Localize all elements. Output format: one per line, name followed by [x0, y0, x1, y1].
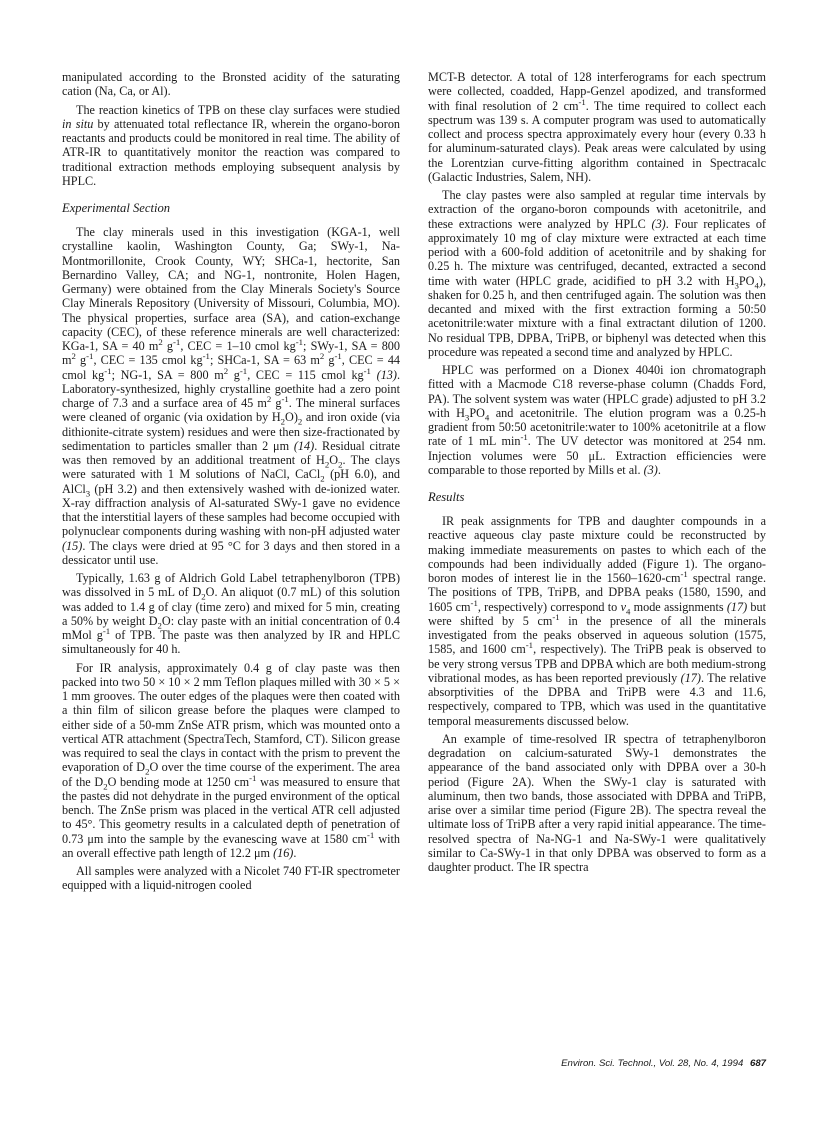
paragraph: IR peak assignments for TPB and daughter compounds in a reactive aqueous clay paste mixture could be reconstructed by making immediate measurements on pastes to which each of the compounds had been individually added (Figure 1). The organo-boron modes of interest lie in the $1560-1620-cm^{-1}$ spectral range. The positions of TPB, TriPB, and DPBA peaks (1580, 1590, and 1605 $cm^{-1}$, respectively) correspond to $v_4$ mode assignments (17) but were shifted by 5 $cm^{-1}$ in the presence of all the minerals investigated from the peaks observed in aqueous solution (1575, 1585, and 1600 $cm^{-1}$, respectively). The TriPB peak is observed to be very strong versus TPB and DPBA which are both medium-strong vibrational modes, as has been reported previously (17). The relative absorptivities of the DPBA and TriPB were 4.3 and 11.6, respectively, compared to TPB, which was used in the quantitative temporal measurements discussed below. [428, 514, 766, 728]
journal-citation: Environ. Sci. Technol., Vol. 28, No. 4, 1994 [561, 1058, 744, 1069]
paragraph: The clay pastes were also sampled at regular time intervals by extraction of the organo-boron compounds with acetonitrile, and these extractions were analyzed by HPLC (3). Four replicates of approximately 10 mg of clay mixture were extracted at each time period with a 600-fold addition of acetonitrile and by shaking for 0.25 h. The mixture was centrifuged, decanted, extracted a second time with water (HPLC grade, acidified to pH 3.2 with $H_3PO_4$), shaken for 0.25 h, and then centrifuged again. The solution was then decanted and mixed with the first extraction forming a 50:50 acetonitrile:water mixture with a final extractant dilution of 1200. No residual TPB, DPBA, TriPB, or biphenyl was detected when this procedure was repeated a second time and analyzed by HPLC. [428, 188, 766, 359]
section-heading-experimental: Experimental Section [62, 201, 171, 215]
paragraph: HPLC was performed on a Dionex 4040i ion chromatograph fitted with a Macmode C18 reverse-phase column (Chadds Ford, PA). The solvent system was water (HPLC grade) adjusted to pH 3.2 with $H_3PO_4$ and acetonitrile. The elution program was a 0.25-h gradient from 50:50 acetonitrile:water to 100% acetonitrile at a flow rate of 1 mL $\min^{-1}$. The UV detector was monitored at 254 nm. Injection volumes were 50 μL. Extraction efficiencies were comparable to those reported by Mills et al. (3). [428, 363, 767, 477]
paragraph: The clay minerals used in this investigation (KGA-1, well crystalline kaolin, Washington County, Ga; SWy-1, Na-Montmorillonite, Crook County, WY; SHCa-1, hectorite, San Bernardino Valley, CA; and NG-1, nontronite, Holen Hagen, Germany) were obtained from the Clay Minerals Society's Source Clay Minerals Repository (University of Missouri, Columbia, MO). The physical properties, surface area (SA), and cation-exchange capacity (CEC), of these reference minerals are well characterized: KGa-1, SA = 40 $m^2$ $g^{-1}$, CEC = 1–10 cmol $kg^{-1}$; SWy-1, SA = 800 $m^2$ $g^{-1}$, CEC = 135 cmol $kg^{-1}$; SHCa-1, SA = 63 $m^2$ $g^{-1}$, CEC = 44 cmol $kg^{-1}$; NG-1, SA = 800 $m^2$ $g^{-1}$, CEC = 115 cmol $kg^{-1}$ (13). Laboratory-synthesized, highly crystalline goethite had a zero point charge of 7.3 and a surface area of 45 $m^2$ $g^{-1}$. The mineral surfaces were cleaned of organic (via oxidation by $H_2O)_2$ and iron oxide (via dithionite-citrate system) residues and were then size-fractionated by sedimentation to particles smaller than 2 μm (14). Residual citrate was then removed by an additional treatment of $H_2O_2$. The clays were saturated with 1 M solutions of NaCl, CaCl$_2$ (pH 6.0), and AlCl$_3$ (pH 3.2) and then extensively washed with de-ionized water. X-ray diffraction analysis of Al-saturated SWy-1 gave no evidence that the interstitial layers of these samples had become occupied with polynuclear components during washing with non-pH adjusted water (15). The clays were dried at 95 °C for 3 days and then stored in a dessicator until use. [62, 225, 401, 567]
left-column [62, 70, 400, 897]
paragraph: The reaction kinetics of TPB on these clay surfaces were studied in situ by attenuated total reflectance IR, wherein the organo-boron reactants and products could be monitored in real time. The ability of ATR-IR to quantitatively monitor the reaction was compared to traditional extraction methods employing subsequent analysis by HPLC. [62, 102, 401, 188]
section-heading-results: Results [428, 490, 465, 504]
paragraph: Typically, 1.63 g of Aldrich Gold Label tetraphenylboron (TPB) was dissolved in 5 mL of $D_2O$. An aliquot (0.7 mL) of this solution was added to 1.4 g of clay (time zero) and mixed for 5 min, creating a 50% by weight $D_2O$: clay paste with an initial concentration of 0.4 mMol $g^{-1}$ of TPB. The paste was then analyzed by IR and HPLC simultaneously for 40 h. [62, 571, 401, 657]
right-column [428, 70, 766, 878]
paragraph: An example of time-resolved IR spectra of tetraphenylboron degradation on calcium-saturated SWy-1 demonstrates the appearance of the band associated only with DPBA over a 30-h period (Figure 2A). When the SWy-1 clay is saturated with aluminum, then two bands, those associated with DPBA and TriPB, arise over a similar time period (Figure 2B). The spectra reveal the ultimate loss of TriPB after a very rapid initial appearance. The time-resolved spectra of Na-NG-1 and Na-SWy-1 were qualitatively similar to Ca-SWy-1 in that only DPBA was observed to form as a daughter product. The IR spectra [428, 731, 766, 874]
paragraph: All samples were analyzed with a Nicolet 740 FT-IR spectrometer equipped with a liquid-nitrogen cooled [62, 864, 400, 893]
paragraph: MCT-B detector. A total of 128 interferograms for each spectrum were collected, coadded, Happ-Genzel apodized, and transformed with final resolution of 2 $cm^{-1}$. The time required to collect each spectrum was 139 s. A computer program was used to automatically collect and process spectra approximately every hour (every 0.33 h for aluminum-saturated clays). Peak areas were calculated by using the Lorentzian curve-fitting algorithm contained in Spectracalc (Galactic Industries, Salem, NH). [428, 70, 766, 184]
page-number: 687 [749, 1058, 766, 1069]
paragraph: For IR analysis, approximately 0.4 g of clay paste was then packed into two 50 × 10 × 2 mm Teflon plaques milled with 30 × 5 × 1 mm grooves. The outer edges of the plaques were then coated with a thin film of silicon grease before the plaques were clamped to either side of a 50-mm ZnSe ATR prism, which was mounted onto a vertical ATR attachment (SpectraTech, Stamford, CT). Silicon grease was required to seal the clays in contact with the prism to prevent the evaporation of $D_2O$ over the time course of the experiment. The area of the $D_2O$ bending mode at 1250 $cm^{-1}$ was measured to ensure that the pastes did not dehydrate in the purged environment of the optical bench. The ZnSe prism was placed in the vertical ATR cell adjusted to 45°. This geometry results in a calculated depth of penetration of 0.73 μm into the sample by the evanescing wave at 1580 $cm^{-1}$ with an overall effective path length of 12.2 μm (16). [62, 660, 401, 860]
page-footer [498, 1058, 766, 1069]
paragraph: manipulated according to the Bronsted acidity of the saturating cation (Na, Ca, or Al). [62, 70, 400, 99]
